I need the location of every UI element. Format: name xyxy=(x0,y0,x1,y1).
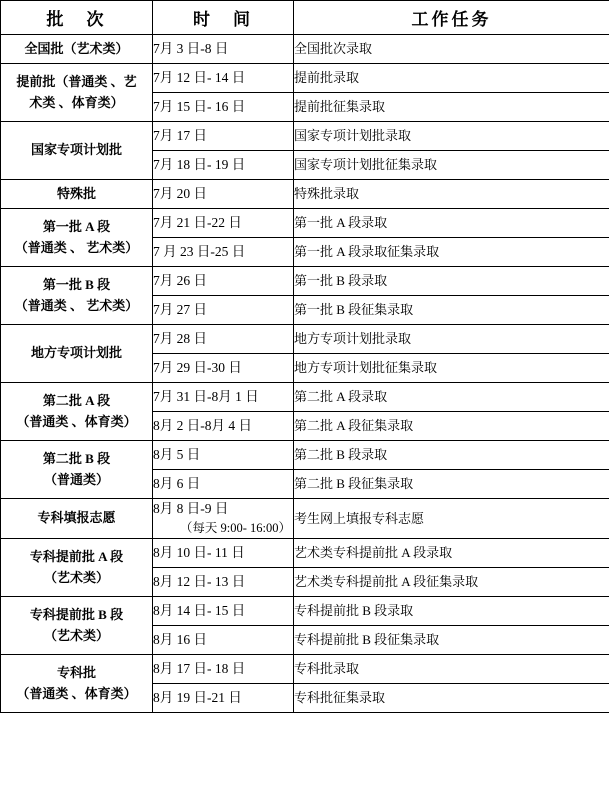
time-cell xyxy=(153,655,294,684)
batch-cell xyxy=(1,441,153,499)
batch-label-line: 全国批（艺术类） xyxy=(24,40,129,56)
task-cell: 专科提前批 B 段录取 xyxy=(294,597,609,626)
batch-label-line: （普通类 、体育类） xyxy=(16,685,137,701)
time-cell xyxy=(153,35,294,64)
batch-cell xyxy=(1,325,153,383)
time-cell xyxy=(153,180,294,209)
batch-label-line: 第一批 A 段 xyxy=(42,219,111,235)
table-row xyxy=(1,539,609,568)
task-cell: 第一批 A 段录取征集录取 xyxy=(294,238,609,267)
batch-label-line: （艺术类） xyxy=(43,627,109,643)
time-cell xyxy=(153,441,294,470)
task-cell: 艺术类专科提前批 A 段征集录取 xyxy=(294,568,609,597)
table-body xyxy=(1,35,609,713)
task-cell: 第一批 B 段录取 xyxy=(294,267,609,296)
table-row xyxy=(1,267,609,296)
batch-cell xyxy=(1,209,153,267)
batch-label-line: （艺术类） xyxy=(43,569,109,585)
table-row xyxy=(1,64,609,93)
time-note: （每天 9:00- 16:00） xyxy=(179,521,291,536)
batch-label-line: 专科提前批 B 段 xyxy=(29,607,124,623)
time-text: 7月 3 日-8 日 xyxy=(153,40,229,56)
task-cell: 提前批录取 xyxy=(294,64,609,93)
task-cell: 专科提前批 B 段征集录取 xyxy=(294,626,609,655)
task-cell: 国家专项计划批征集录取 xyxy=(294,151,609,180)
time-text: 7月 17 日 xyxy=(153,127,207,143)
batch-cell xyxy=(1,383,153,441)
batch-cell xyxy=(1,655,153,713)
batch-cell xyxy=(1,597,153,655)
batch-label-line: 专科填报志愿 xyxy=(37,510,116,526)
batch-label-line: （普通类） xyxy=(43,471,109,487)
task-cell: 第二批 B 段录取 xyxy=(294,441,609,470)
time-cell xyxy=(153,539,294,568)
time-text: 8月 5 日 xyxy=(153,446,201,462)
table-row xyxy=(1,325,609,354)
task-cell: 地方专项计划批征集录取 xyxy=(294,354,609,383)
time-text: 7月 28 日 xyxy=(153,330,207,346)
time-cell xyxy=(153,626,294,655)
task-cell: 专科批录取 xyxy=(294,655,609,684)
time-cell xyxy=(153,568,294,597)
task-cell: 艺术类专科提前批 A 段录取 xyxy=(294,539,609,568)
time-text: 7月 26 日 xyxy=(153,272,207,288)
batch-label-line: 国家专项计划批 xyxy=(30,142,122,158)
time-text: 8月 2 日-8月 4 日 xyxy=(153,417,252,433)
batch-cell xyxy=(1,64,153,122)
table-header-row xyxy=(1,1,609,35)
batch-label-line: （普通类 、体育类） xyxy=(16,413,137,429)
time-cell xyxy=(153,64,294,93)
time-text: 8月 10 日- 11 日 xyxy=(153,544,245,560)
batch-label-line: 地方专项计划批 xyxy=(30,345,122,361)
time-text: 8月 8 日-9 日 xyxy=(153,501,229,516)
time-cell xyxy=(153,238,294,267)
time-text: 8月 17 日- 18 日 xyxy=(153,660,246,676)
time-text: 7月 20 日 xyxy=(153,185,207,201)
time-text: 8月 19 日-21 日 xyxy=(153,689,242,705)
batch-label-line: 提前批（普通类 、艺 xyxy=(16,74,137,90)
task-cell: 国家专项计划批录取 xyxy=(294,122,609,151)
time-cell xyxy=(153,325,294,354)
batch-label-line: 专科批 xyxy=(56,665,96,681)
batch-label-line: 第一批 B 段 xyxy=(42,277,111,293)
table-row xyxy=(1,122,609,151)
table-row xyxy=(1,441,609,470)
time-cell xyxy=(153,470,294,499)
table-row xyxy=(1,499,609,539)
task-cell: 专科批征集录取 xyxy=(294,684,609,713)
batch-label-line: （普通类 、 艺术类） xyxy=(14,297,139,313)
time-text: 8月 6 日 xyxy=(153,475,201,491)
time-cell xyxy=(153,383,294,412)
table-row xyxy=(1,383,609,412)
time-text: 7月 15 日- 16 日 xyxy=(153,98,246,114)
table-row xyxy=(1,180,609,209)
table-row xyxy=(1,655,609,684)
batch-label-line: （普通类 、 艺术类） xyxy=(14,239,139,255)
batch-cell xyxy=(1,35,153,64)
task-cell: 提前批征集录取 xyxy=(294,93,609,122)
time-text: 8月 16 日 xyxy=(153,631,207,647)
column-header-time: 时 间 xyxy=(153,1,294,35)
task-cell: 第一批 B 段征集录取 xyxy=(294,296,609,325)
time-cell xyxy=(153,93,294,122)
task-cell: 第二批 A 段录取 xyxy=(294,383,609,412)
column-header-batch: 批 次 xyxy=(1,1,153,35)
time-text: 7月 29 日-30 日 xyxy=(153,359,242,375)
batch-cell xyxy=(1,499,153,539)
time-cell xyxy=(153,267,294,296)
time-cell xyxy=(153,296,294,325)
time-cell xyxy=(153,354,294,383)
batch-label-line: 术类 、体育类） xyxy=(29,94,124,110)
batch-cell xyxy=(1,539,153,597)
time-cell xyxy=(153,499,294,539)
time-text: 8月 12 日- 13 日 xyxy=(153,573,246,589)
time-cell xyxy=(153,412,294,441)
batch-cell xyxy=(1,267,153,325)
time-cell xyxy=(153,597,294,626)
batch-label-line: 专科提前批 A 段 xyxy=(29,549,124,565)
task-cell: 考生网上填报专科志愿 xyxy=(294,499,609,539)
time-text: 7月 31 日-8月 1 日 xyxy=(153,388,259,404)
task-cell: 地方专项计划批录取 xyxy=(294,325,609,354)
time-cell xyxy=(153,122,294,151)
time-text: 7月 21 日-22 日 xyxy=(153,214,242,230)
task-cell: 第二批 B 段征集录取 xyxy=(294,470,609,499)
time-text: 7月 12 日- 14 日 xyxy=(153,69,246,85)
time-text: 7月 27 日 xyxy=(153,301,207,317)
batch-label-line: 第二批 B 段 xyxy=(42,451,111,467)
batch-cell xyxy=(1,180,153,209)
task-cell: 第一批 A 段录取 xyxy=(294,209,609,238)
batch-cell xyxy=(1,122,153,180)
time-text: 7 月 23 日-25 日 xyxy=(153,243,246,259)
table-row xyxy=(1,35,609,64)
batch-label-line: 特殊批 xyxy=(56,185,96,201)
table-row xyxy=(1,597,609,626)
task-cell: 第二批 A 段征集录取 xyxy=(294,412,609,441)
time-text: 8月 14 日- 15 日 xyxy=(153,602,246,618)
time-text: 7月 18 日- 19 日 xyxy=(153,156,246,172)
task-cell: 特殊批录取 xyxy=(294,180,609,209)
time-cell xyxy=(153,151,294,180)
time-cell xyxy=(153,684,294,713)
time-cell xyxy=(153,209,294,238)
task-cell: 全国批次录取 xyxy=(294,35,609,64)
table-row xyxy=(1,209,609,238)
column-header-task: 工作任务 xyxy=(294,1,609,35)
batch-label-line: 第二批 A 段 xyxy=(42,393,111,409)
